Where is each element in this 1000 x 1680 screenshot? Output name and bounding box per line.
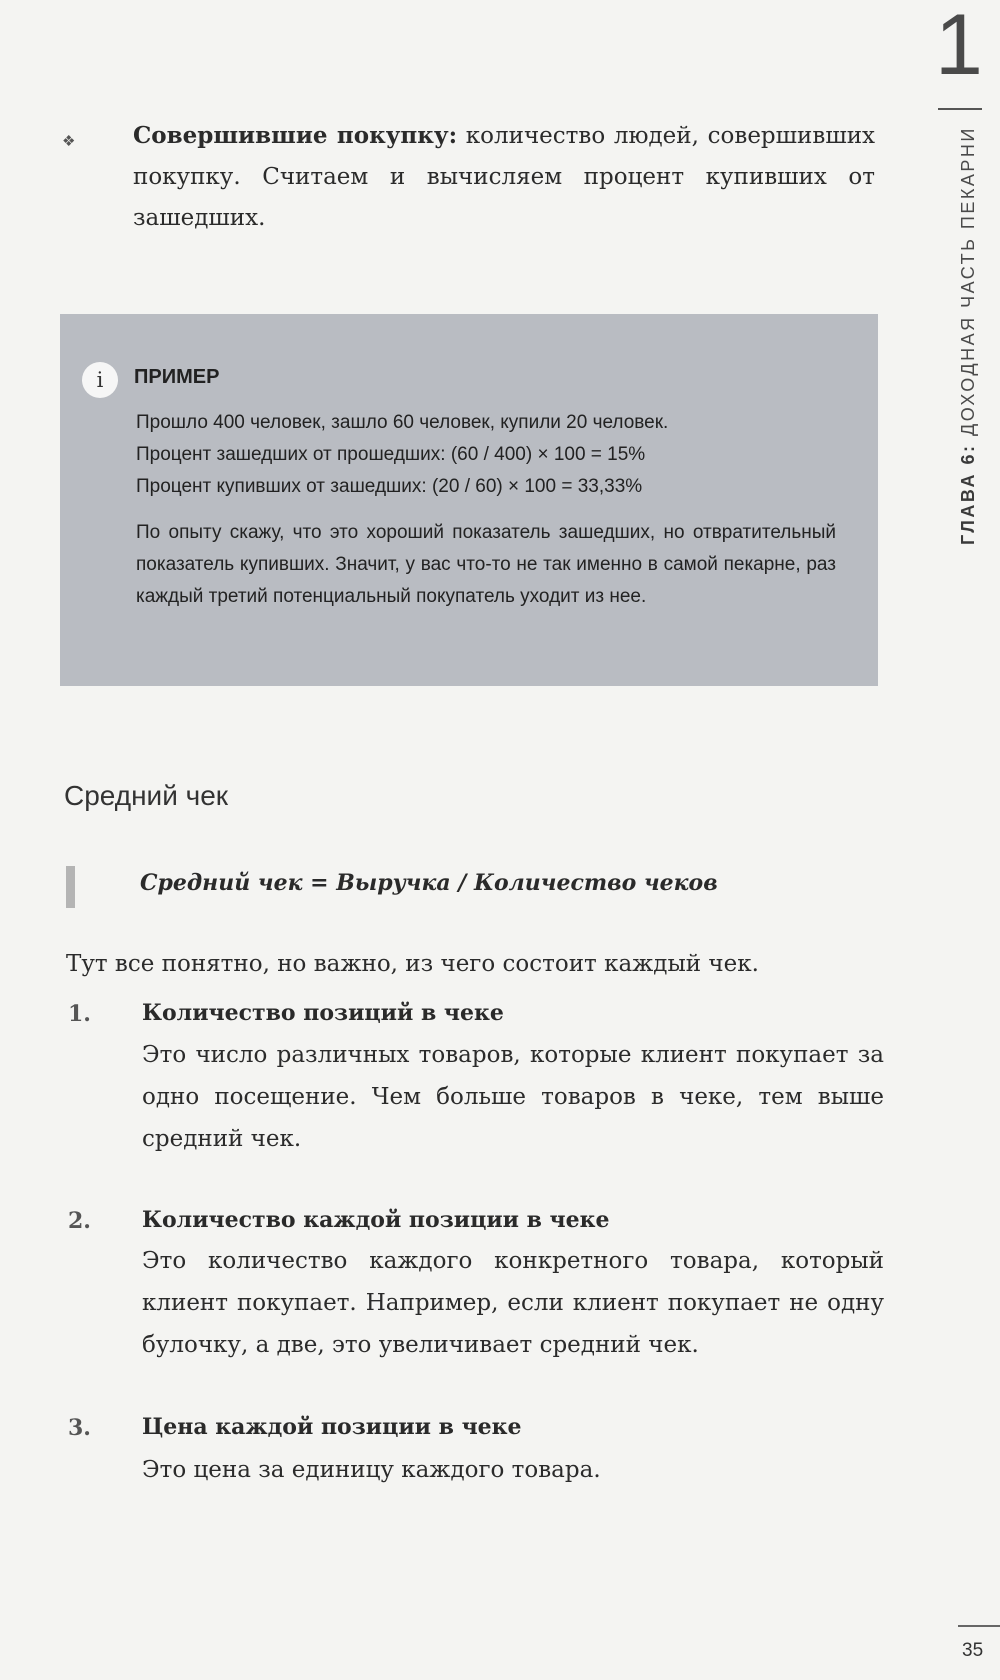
- bullet-lead: Совершившие покупку:: [133, 122, 458, 149]
- info-icon: i: [82, 362, 118, 398]
- item-title: Количество позиций в чеке: [142, 1000, 504, 1026]
- item-number: 1.: [68, 1001, 91, 1027]
- page-number-rule: [958, 1625, 1000, 1627]
- example-title: ПРИМЕР: [134, 366, 220, 388]
- example-line: Прошло 400 человек, зашло 60 человек, купили 20 человек.: [136, 412, 669, 433]
- chapter-title: ДОХОДНАЯ ЧАСТЬ ПЕКАРНИ: [958, 126, 978, 436]
- example-line: Процент зашедших от прошедших: (60 / 400) × 100 = 15%: [136, 444, 646, 465]
- item-number: 3.: [68, 1415, 91, 1441]
- example-comment: По опыту скажу, что это хороший показатель зашедших, но отвратительный показатель купивших. Значит, у вас что-то не так именно в самой пекарне, раз каждый третий потенциальный покупатель уходит из нее.: [136, 522, 836, 607]
- chapter-rule: [938, 108, 982, 110]
- intro-paragraph: Тут все понятно, но важно, из чего состоит каждый чек.: [66, 951, 759, 977]
- section-heading: Средний чек: [64, 780, 229, 811]
- chapter-number: 1: [935, 0, 983, 93]
- bullet-diamond-icon: ❖: [62, 132, 76, 150]
- example-line: Процент купивших от зашедших: (20 / 60) × 100 = 33,33%: [136, 476, 643, 497]
- item-body: Это количество каждого конкретного товара, который клиент покупает. Например, если клиент покупает не одну булочку, а две, это увеличивает средний чек.: [142, 1248, 884, 1358]
- item-title: Количество каждой позиции в чеке: [142, 1207, 610, 1233]
- bullet-paragraph: [133, 115, 875, 239]
- item-body: Это цена за единицу каждого товара.: [142, 1457, 601, 1483]
- running-chapter-title: [958, 126, 979, 545]
- formula-bar: [66, 866, 75, 908]
- example-box: [60, 314, 878, 686]
- formula: Средний чек = Выручка / Количество чеков: [140, 870, 718, 896]
- item-number: 2.: [68, 1208, 91, 1234]
- chapter-label: ГЛАВА 6:: [958, 443, 978, 545]
- item-body: Это число различных товаров, которые клиент покупает за одно посещение. Чем больше товаров в чеке, тем выше средний чек.: [142, 1042, 884, 1152]
- bullet-body: количество людей, совершивших покупку. Считаем и вычисляем процент купивших от зашедших.: [133, 123, 875, 231]
- item-title: Цена каждой позиции в чеке: [142, 1414, 522, 1440]
- page-number: 35: [962, 1640, 984, 1661]
